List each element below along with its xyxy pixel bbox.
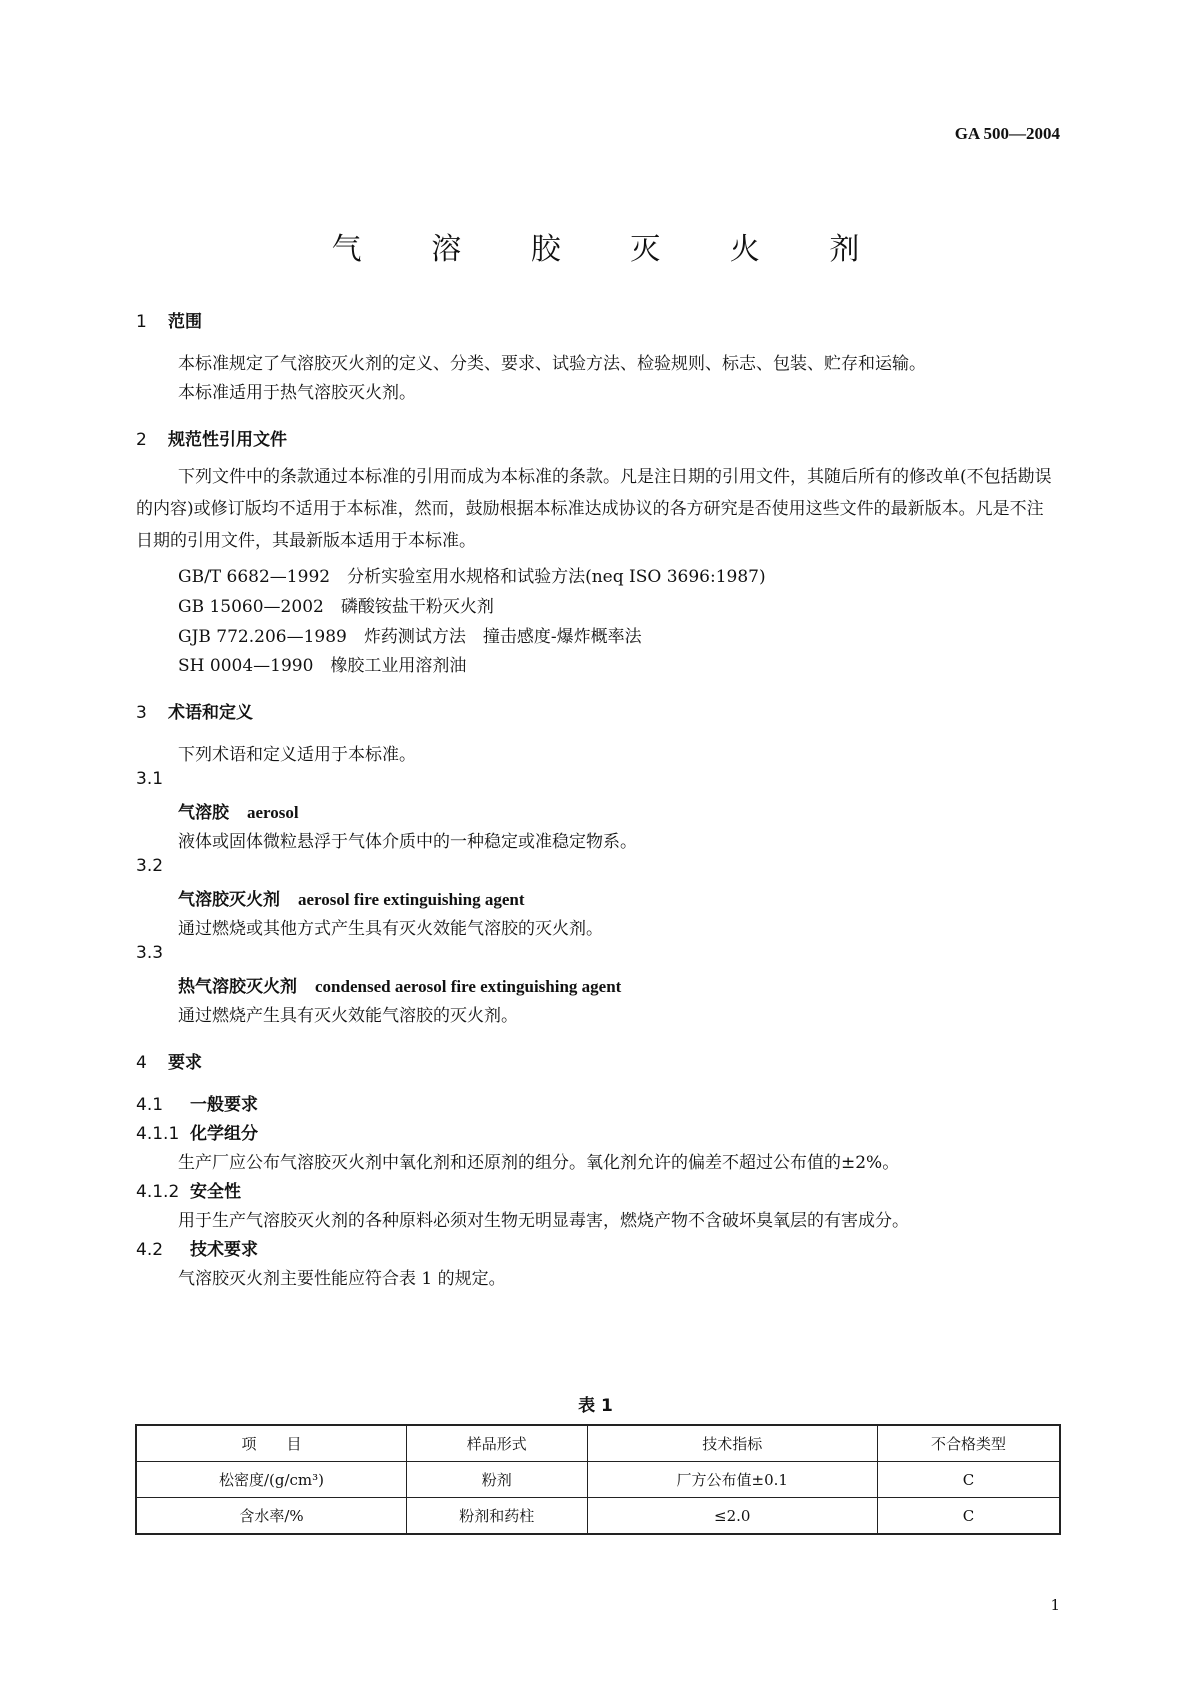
paragraph: 用于生产气溶胶灭火剂的各种原料必须对生物无明显毒害，燃烧产物不含破坏臭氧层的有害成分。 (178, 1211, 909, 1231)
section-title: 要求 (168, 1053, 202, 1073)
header-nonconformity-type: 不合格类型 (877, 1425, 1060, 1462)
header-technical-index: 技术指标 (587, 1425, 877, 1462)
table-cell: ≤2.0 (587, 1498, 877, 1535)
term-definition: 通过燃烧产生具有灭火效能气溶胶的灭火剂。 (178, 1006, 518, 1026)
paragraph: 本标准规定了气溶胶灭火剂的定义、分类、要求、试验方法、检验规则、标志、包装、贮存和运输。 (178, 354, 926, 374)
table-cell: 松密度/(g/cm³) (136, 1462, 407, 1498)
section-number: 1 (136, 312, 147, 332)
paragraph: 下列术语和定义适用于本标准。 (178, 745, 416, 765)
table-cell: C (877, 1498, 1060, 1535)
section-title: 规范性引用文件 (168, 430, 287, 450)
table-cell: 粉剂和药柱 (407, 1498, 588, 1535)
document-title: 气 溶 胶 灭 火 剂 (331, 232, 890, 267)
term-heading (178, 972, 621, 997)
reference-item: SH 0004—1990 橡胶工业用溶剂油 (178, 656, 467, 676)
section-title: 术语和定义 (168, 703, 253, 723)
header-sample-form: 样品形式 (407, 1425, 588, 1462)
clause-4-2-heading (136, 1235, 258, 1260)
term-number: 3.1 (136, 769, 164, 789)
table-header-row (136, 1425, 1060, 1462)
table-cell: 厂方公布值±0.1 (587, 1462, 877, 1498)
reference-item: GB/T 6682—1992 分析实验室用水规格和试验方法(neq ISO 3696:1987) (178, 567, 766, 587)
standard-code: GA 500—2004 (954, 124, 1060, 143)
section-3-heading (136, 698, 253, 723)
term-heading (178, 798, 299, 823)
term-chinese: 气溶胶 (178, 803, 229, 823)
section-number: 2 (136, 430, 147, 450)
clause-title: 一般要求 (190, 1095, 258, 1115)
clause-number: 4.1.1 (136, 1124, 180, 1144)
table-caption: 表 1 (578, 1396, 613, 1416)
clause-title: 安全性 (190, 1182, 241, 1202)
section-number: 3 (136, 703, 147, 723)
page-number: 1 (1050, 1596, 1060, 1614)
term-number: 3.3 (136, 943, 164, 963)
section-number: 4 (136, 1053, 147, 1073)
term-chinese: 气溶胶灭火剂 (178, 890, 280, 910)
term-english: aerosol (247, 803, 299, 822)
table-row (136, 1462, 1060, 1498)
clause-number: 4.2 (136, 1240, 164, 1260)
section-4-heading (136, 1048, 202, 1073)
section-1-heading (136, 307, 202, 332)
reference-item: GB 15060—2002 磷酸铵盐干粉灭火剂 (178, 597, 494, 617)
term-definition: 液体或固体微粒悬浮于气体介质中的一种稳定或准稳定物系。 (178, 832, 637, 852)
section-title: 范围 (168, 312, 202, 332)
reference-item: GJB 772.206—1989 炸药测试方法 撞击感度-爆炸概率法 (178, 627, 642, 647)
table-row (136, 1498, 1060, 1535)
term-heading (178, 885, 525, 910)
term-chinese: 热气溶胶灭火剂 (178, 977, 297, 997)
clause-4-1-2-heading (136, 1177, 241, 1202)
table-cell: 粉剂 (407, 1462, 588, 1498)
paragraph: 生产厂应公布气溶胶灭火剂中氧化剂和还原剂的组分。氧化剂允许的偏差不超过公布值的±2%。 (178, 1153, 900, 1173)
clause-number: 4.1.2 (136, 1182, 180, 1202)
paragraph: 气溶胶灭火剂主要性能应符合表 1 的规定。 (178, 1269, 506, 1289)
paragraph: 下列文件中的条款通过本标准的引用而成为本标准的条款。凡是注日期的引用文件，其随后所有的修改单(不包括勘误的内容)或修订版均不适用于本标准，然而，鼓励根据本标准达成协议的各方研究是否使用这些文件的最新版本。凡是不注日期的引用文件，其最新版本适用于本标准。 (136, 467, 1052, 551)
clause-4-1-heading (136, 1090, 258, 1115)
term-definition: 通过燃烧或其他方式产生具有灭火效能气溶胶的灭火剂。 (178, 919, 603, 939)
clause-title: 技术要求 (190, 1240, 258, 1260)
term-number: 3.2 (136, 856, 164, 876)
spec-table (135, 1424, 1061, 1535)
section-2-heading (136, 425, 287, 450)
term-english: aerosol fire extinguishing agent (298, 890, 525, 909)
clause-number: 4.1 (136, 1095, 164, 1115)
table-cell: C (877, 1462, 1060, 1498)
clause-4-1-1-heading (136, 1119, 258, 1144)
clause-title: 化学组分 (190, 1124, 258, 1144)
header-item: 项 目 (136, 1425, 407, 1462)
table-cell: 含水率/% (136, 1498, 407, 1535)
term-english: condensed aerosol fire extinguishing agent (315, 977, 622, 996)
paragraph: 本标准适用于热气溶胶灭火剂。 (178, 383, 416, 403)
